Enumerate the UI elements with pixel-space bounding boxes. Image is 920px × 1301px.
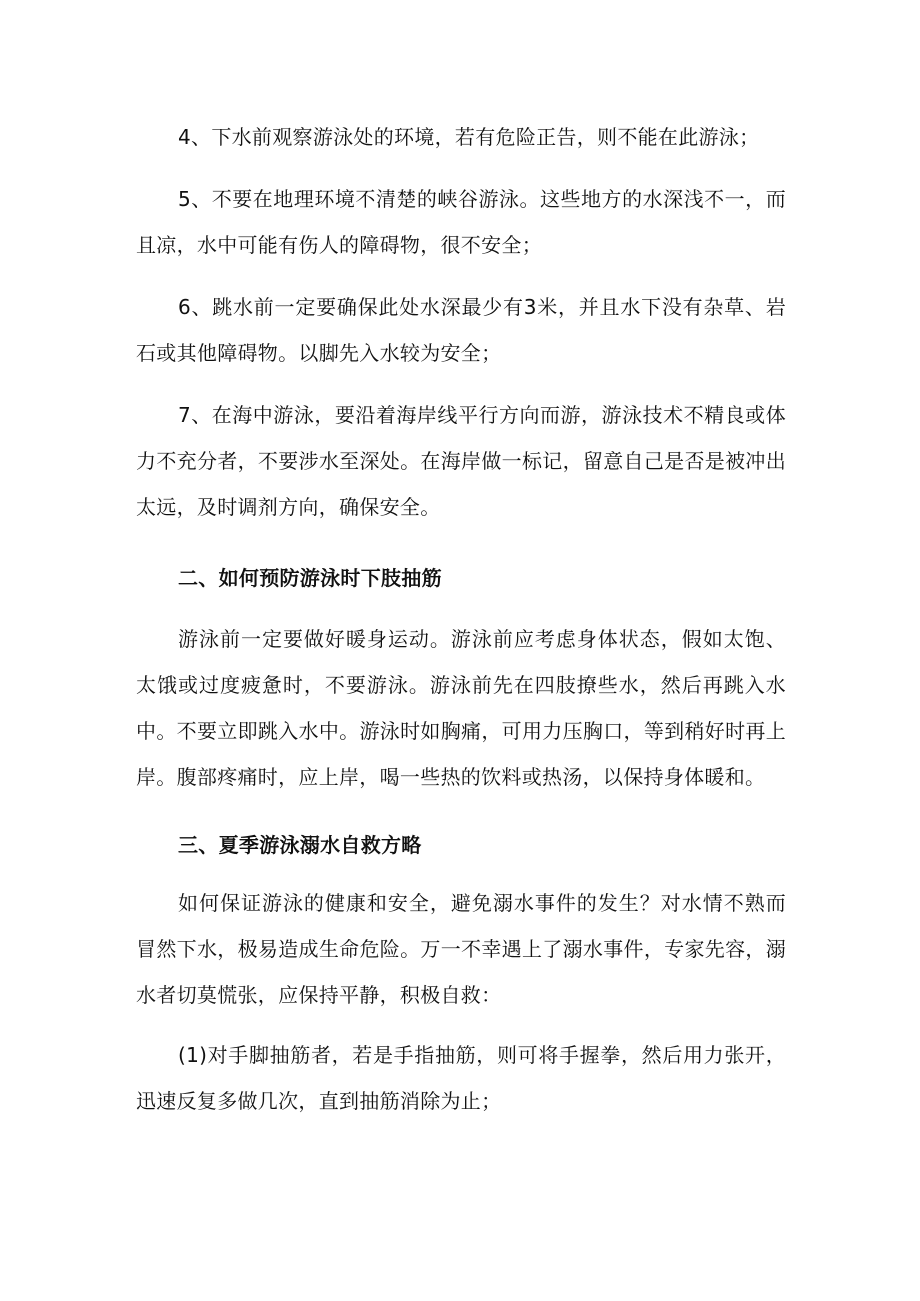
paragraph-item-4: 4、下水前观察游泳处的环境，若有危险正告，则不能在此游泳； — [178, 125, 760, 149]
section-heading-2: 二、如何预防游泳时下肢抽筋 — [178, 566, 442, 590]
paragraph-item-6: 6、跳水前一定要确保此处水深最少有3米，并且水下没有杂草、岩石或其他障碍物。以脚先入水较为安全； — [136, 295, 786, 365]
paragraph-warmup: 游泳前一定要做好暖身运动。游泳前应考虑身体状态，假如太饱、太饿或过度疲惫时，不要游泳。游泳前先在四肢撩些水，然后再跳入水中。不要立即跳入水中。游泳时如胸痛，可用力压胸口，等到稍好时再上岸。腹部疼痛时，应上岸，喝一些热的饮料或热汤，以保持身体暖和。 — [136, 627, 786, 789]
paragraph-self-rescue-intro: 如何保证游泳的健康和安全，避免溺水事件的发生？对水情不熟而冒然下水，极易造成生命危险。万一不幸遇上了溺水事件，专家先容，溺水者切莫慌张，应保持平静，积极自救： — [136, 891, 786, 1007]
section-heading-3: 三、夏季游泳溺水自救方略 — [178, 833, 422, 857]
paragraph-item-5: 5、不要在地理环境不清楚的峡谷游泳。这些地方的水深浅不一，而且凉，水中可能有伤人的障碍物，很不安全； — [136, 187, 786, 257]
paragraph-cramp-hand: (1)对手脚抽筋者，若是手指抽筋，则可将手握拳，然后用力张开，迅速反复多做几次，直到抽筋消除为止； — [136, 1043, 786, 1113]
paragraph-item-7: 7、在海中游泳，要沿着海岸线平行方向而游，游泳技术不精良或体力不充分者，不要涉水至深处。在海岸做一标记，留意自己是否是被冲出太远，及时调剂方向，确保安全。 — [136, 403, 786, 519]
